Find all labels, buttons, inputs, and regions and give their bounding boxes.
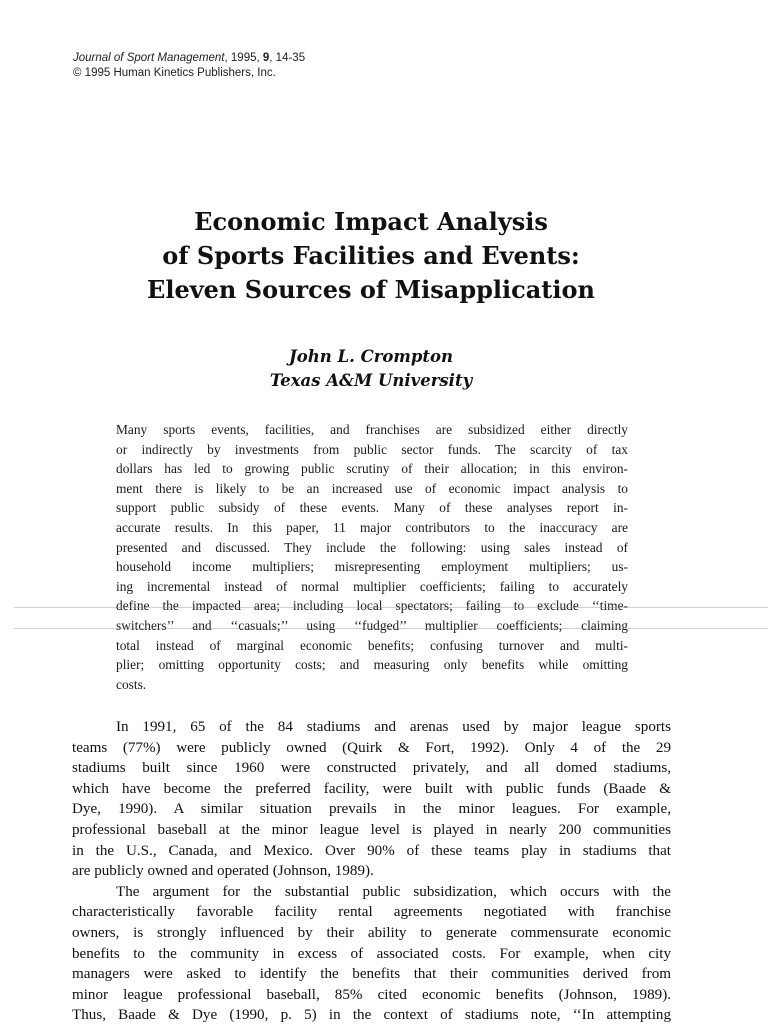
- body-text: [72, 717, 671, 1024]
- abstract-line: costs.: [116, 676, 147, 692]
- abstract-line: ment there is likely to be an increased use of economic impact analysis to: [116, 480, 628, 496]
- abstract-line: define the impacted area; including local spectators; failing to exclude ‘‘time-: [116, 598, 628, 614]
- title-line: Eleven Sources of Misapplication: [147, 275, 595, 304]
- abstract-line: dollars has led to growing public scrutiny of their allocation; in this environ-: [116, 461, 628, 477]
- body-line: minor league professional baseball, 85% cited economic benefits (Johnson, 1989).: [72, 986, 671, 1003]
- author-name: John L. Crompton: [288, 347, 454, 366]
- body-line: teams (77%) were publicly owned (Quirk & Fort, 1992). Only 4 of the 29: [72, 739, 671, 756]
- article-title: [0, 205, 742, 307]
- body-line: Dye, 1990). A similar situation prevails in the minor leagues. For example,: [72, 801, 671, 818]
- scan-artifact: [14, 628, 768, 629]
- scan-artifact: [14, 607, 768, 608]
- body-line: are publicly owned and operated (Johnson, 1989).: [72, 863, 374, 880]
- abstract-line: ing incremental instead of normal multiplier coefficients; failing to accurately: [116, 578, 628, 594]
- body-line: in the U.S., Canada, and Mexico. Over 90% of these teams play in stadiums that: [72, 842, 671, 859]
- running-head: [73, 51, 305, 81]
- abstract-line: or indirectly by investments from public sector funds. The scarcity of tax: [116, 441, 628, 457]
- citation-pages: , 14-35: [269, 52, 306, 64]
- body-line: owners, is strongly influenced by their ability to generate commensurate economic: [72, 924, 671, 941]
- body-line: benefits to the community in excess of associated costs. For example, when city: [72, 945, 671, 962]
- body-line: The argument for the substantial public subsidization, which occurs with the: [116, 883, 671, 900]
- title-line: of Sports Facilities and Events:: [162, 241, 580, 270]
- journal-name: Journal of Sport Management: [73, 52, 225, 64]
- body-line: characteristically favorable facility rental agreements negotiated with franchise: [72, 904, 671, 921]
- abstract-line: total instead of marginal economic benefits; confusing turnover and multi-: [116, 637, 628, 653]
- citation-volume: 9: [262, 52, 270, 64]
- abstract: [116, 420, 628, 694]
- citation-year: , 1995,: [224, 52, 263, 64]
- body-line: which have become the preferred facility, were built with public funds (Baade &: [72, 780, 671, 797]
- body-line: managers were asked to identify the benefits that their communities derived from: [72, 966, 671, 983]
- body-line: In 1991, 65 of the 84 stadiums and arenas used by major league sports: [116, 719, 671, 735]
- body-line: professional baseball at the minor league level is played in nearly 200 communities: [72, 821, 671, 838]
- author-affiliation: Texas A&M University: [269, 371, 473, 390]
- abstract-line: presented and discussed. They include the following: using sales instead of: [116, 539, 628, 555]
- abstract-line: Many sports events, facilities, and franchises are subsidized either directly: [116, 422, 628, 437]
- body-line: Thus, Baade & Dye (1990, p. 5) in the context of stadiums note, ‘‘In attempting: [72, 1007, 671, 1024]
- abstract-line: household income multipliers; misrepresenting employment multipliers; us-: [116, 559, 628, 575]
- copyright-line: © 1995 Human Kinetics Publishers, Inc.: [73, 67, 276, 79]
- abstract-line: support public subsidy of these events. Many of these analyses report in-: [116, 500, 628, 516]
- citation-line: [73, 51, 305, 66]
- abstract-line: accurate results. In this paper, 11 major contributors to the inaccuracy are: [116, 519, 628, 535]
- title-line: Economic Impact Analysis: [194, 207, 548, 236]
- abstract-line: plier; omitting opportunity costs; and measuring only benefits while omitting: [116, 657, 628, 673]
- body-line: stadiums built since 1960 were constructed privately, and all domed stadiums,: [72, 760, 671, 777]
- abstract-line: switchers’’ and ‘‘casuals;’’ using ‘‘fudged’’ multiplier coefficients; claiming: [116, 617, 628, 633]
- author-block: [0, 345, 742, 393]
